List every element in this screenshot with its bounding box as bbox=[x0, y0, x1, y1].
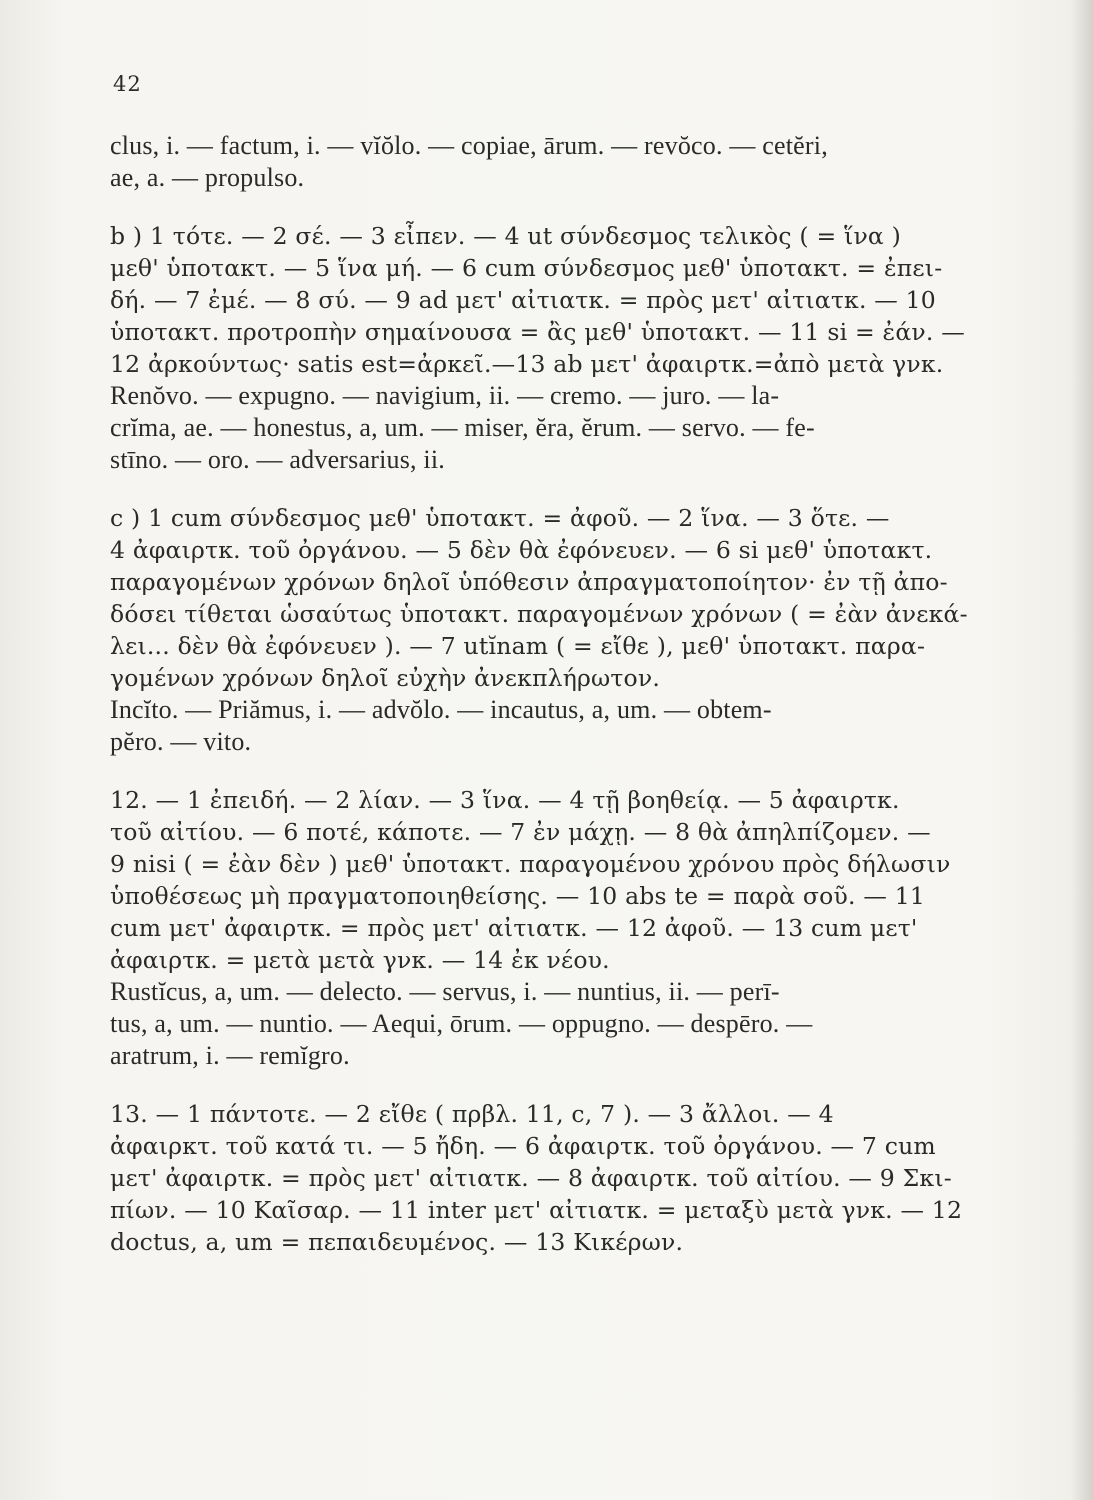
page-content bbox=[110, 130, 980, 1258]
text-line: μεθ' ὑποτακτ. — 5 ἵνα μή. — 6 cum σύνδεσμος μεθ' ὑποτακτ. = ἐπει- bbox=[110, 254, 943, 282]
text-line: λει... δὲν θὰ ἐφόνευεν ). — 7 utĭnam ( = εἴθε ), μεθ' ὑποτακτ. παρα- bbox=[110, 632, 926, 660]
text-line: ἀφαιρτκ. = μετὰ μετὰ γνκ. — 14 ἐκ νέου. bbox=[110, 946, 610, 974]
vocab-line: pĕro. — vito. bbox=[110, 727, 252, 756]
vocab-line: Rustĭcus, a, um. — delecto. — servus, i. — nuntius, ii. — perī- bbox=[110, 977, 780, 1006]
text-line: 9 nisi ( = ἐὰν δὲν ) μεθ' ὑποτακτ. παραγομένου χρόνου πρὸς δήλωσιν bbox=[110, 850, 951, 878]
vocab-line: stīno. — oro. — adversarius, ii. bbox=[110, 445, 445, 474]
section-12 bbox=[110, 784, 980, 1072]
intro-paragraph bbox=[110, 130, 980, 194]
text-line: γομένων χρόνων δηλοῖ εὐχὴν ἀνεκπλήρωτον. bbox=[110, 664, 661, 692]
text-line: b ) 1 τότε. — 2 σέ. — 3 εἶπεν. — 4 ut σύνδεσμος τελικὸς ( = ἵνα ) bbox=[110, 222, 902, 250]
page-edge-shadow bbox=[1071, 0, 1093, 1500]
section-b bbox=[110, 220, 980, 476]
section-13 bbox=[110, 1098, 980, 1258]
text-line: ae, a. — propulso. bbox=[110, 163, 305, 192]
text-line: 12. — 1 ἐπειδή. — 2 λίαν. — 3 ἵνα. — 4 τῇ βοηθείᾳ. — 5 ἀφαιρτκ. bbox=[110, 786, 900, 814]
section-c bbox=[110, 502, 980, 758]
text-line: δόσει τίθεται ὡσαύτως ὑποτακτ. παραγομένων χρόνων ( = ἐὰν ἀνεκά- bbox=[110, 600, 968, 628]
text-line: παραγομένων χρόνων δηλοῖ ὑπόθεσιν ἀπραγματοποίητον· ἐν τῇ ἀπο- bbox=[110, 568, 948, 596]
text-line: ὑποτακτ. προτροπὴν σημαίνουσα = ἂς μεθ' ὑποτακτ. — 11 si = ἐάν. — bbox=[110, 318, 965, 346]
text-line: 13. — 1 πάντοτε. — 2 εἴθε ( πρβλ. 11, c, 7 ). — 3 ἄλλοι. — 4 bbox=[110, 1100, 834, 1128]
text-line: doctus, a, um = πεπαιδευμένος. — 13 Κικέρων. bbox=[110, 1228, 684, 1256]
text-line: πίων. — 10 Καῖσαρ. — 11 inter μετ' αἰτιατκ. = μεταξὺ μετὰ γνκ. — 12 bbox=[110, 1196, 963, 1224]
text-line: 12 ἀρκούντως· satis est=ἀρκεῖ.—13 ab μετ' ἀφαιρτκ.=ἀπὸ μετὰ γνκ. bbox=[110, 350, 944, 378]
text-line: τοῦ αἰτίου. — 6 ποτέ, κάποτε. — 7 ἐν μάχῃ. — 8 θὰ ἀπηλπίζομεν. — bbox=[110, 818, 931, 846]
text-line: c ) 1 cum σύνδεσμος μεθ' ὑποτακτ. = ἀφοῦ. — 2 ἵνα. — 3 ὅτε. — bbox=[110, 504, 890, 532]
text-line: cum μετ' ἀφαιρτκ. = πρὸς μετ' αἰτιατκ. — 12 ἀφοῦ. — 13 cum μετ' bbox=[110, 914, 918, 942]
text-line: δή. — 7 ἐμέ. — 8 σύ. — 9 ad μετ' αἰτιατκ. = πρὸς μετ' αἰτιατκ. — 10 bbox=[110, 286, 936, 314]
text-line: ἀφαιρκτ. τοῦ κατά τι. — 5 ἤδη. — 6 ἀφαιρτκ. τοῦ ὀργάνου. — 7 cum bbox=[110, 1132, 936, 1160]
page-number: 42 bbox=[113, 72, 142, 96]
vocab-line: Renŏvo. — expugno. — navigium, ii. — cremo. — juro. — la- bbox=[110, 381, 780, 410]
vocab-line: Incĭto. — Priămus, i. — advŏlo. — incautus, a, um. — obtem- bbox=[110, 695, 772, 724]
text-line: μετ' ἀφαιρτκ. = πρὸς μετ' αἰτιατκ. — 8 ἀφαιρτκ. τοῦ αἰτίου. — 9 Σκι- bbox=[110, 1164, 952, 1192]
text-line: 4 ἀφαιρτκ. τοῦ ὀργάνου. — 5 δὲν θὰ ἐφόνευεν. — 6 si μεθ' ὑποτακτ. bbox=[110, 536, 933, 564]
text-line: ὑποθέσεως μὴ πραγματοποιηθείσης. — 10 abs te = παρὰ σοῦ. — 11 bbox=[110, 882, 926, 910]
vocab-line: tus, a, um. — nuntio. — Aequi, ōrum. — oppugno. — despēro. — bbox=[110, 1009, 813, 1038]
vocab-line: aratrum, i. — remĭgro. bbox=[110, 1041, 350, 1070]
vocab-line: crĭma, ae. — honestus, a, um. — miser, ĕra, ĕrum. — servo. — fe- bbox=[110, 413, 815, 442]
text-line: clus, i. — factum, i. — vĭŏlo. — copiae, ārum. — revŏco. — cetĕri, bbox=[110, 131, 828, 160]
